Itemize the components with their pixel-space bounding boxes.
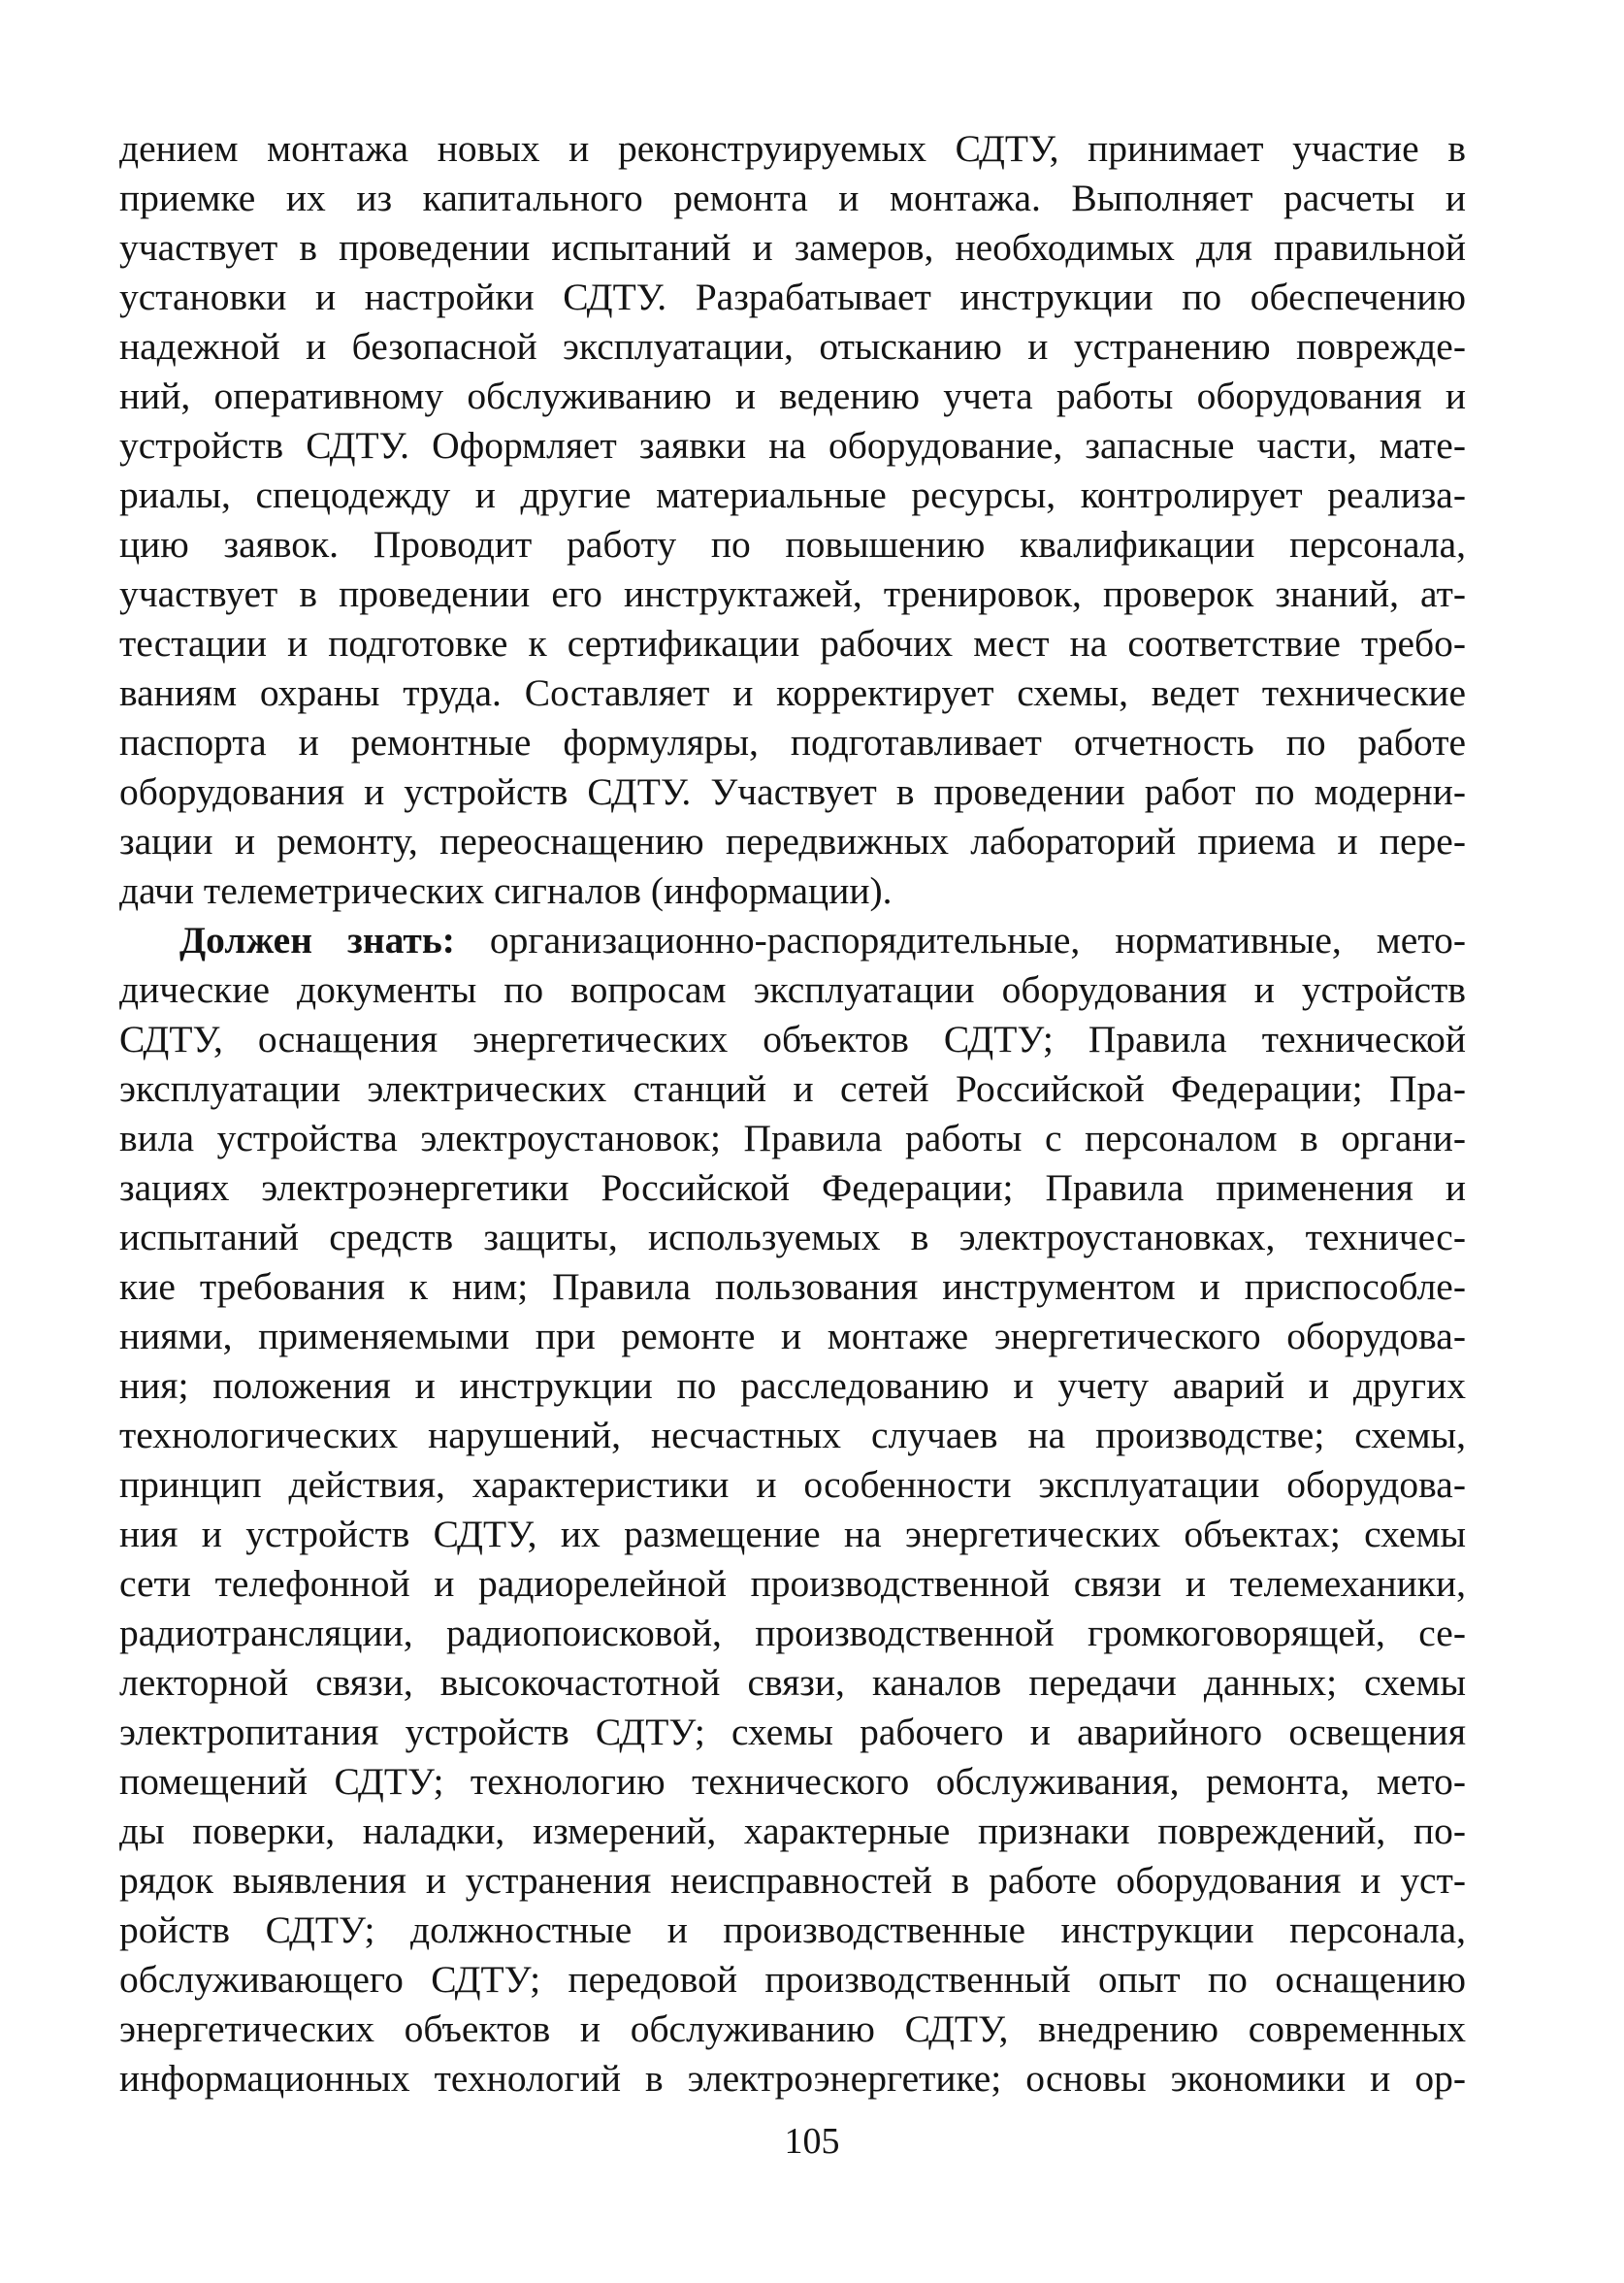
text-line: надежной и безопасной эксплуатации, отысканию и устранению поврежде- (119, 325, 1466, 368)
text-line: ний, оперативному обслуживанию и ведению учета работы оборудования и (119, 375, 1466, 417)
text-line: лекторной связи, высокочастотной связи, каналов передачи данных; схемы (119, 1661, 1466, 1704)
text-line: информационных технологий в электроэнергетике; основы экономики и ор- (119, 2057, 1466, 2100)
text-line: ния и устройств СДТУ, их размещение на энергетических объектах; схемы (119, 1513, 1466, 1555)
text-line: приемке их из капитального ремонта и монтажа. Выполняет расчеты и (119, 177, 1466, 219)
body-text (119, 124, 1466, 2104)
text-line: участвует в проведении испытаний и замеров, необходимых для правильной (119, 226, 1466, 269)
text-line: помещений СДТУ; технологию технического обслуживания, ремонта, мето- (119, 1760, 1466, 1803)
text-line: ды поверки, наладки, измерений, характерные признаки повреждений, по- (119, 1810, 1466, 1852)
text-line: технологических нарушений, несчастных случаев на производстве; схемы, (119, 1414, 1466, 1456)
text-line: сети телефонной и радиорелейной производственной связи и телемеханики, (119, 1562, 1466, 1605)
text-line: ния; положения и инструкции по расследованию и учету аварий и других (119, 1364, 1466, 1407)
paragraph-duties (119, 124, 1466, 916)
text-line: тестации и подготовке к сертификации рабочих мест на соответствие требо- (119, 622, 1466, 665)
text-line: испытаний средств защиты, используемых в электроустановках, техничес- (119, 1216, 1466, 1258)
text-line: дачи телеметрических сигналов (информации). (119, 869, 893, 912)
text-line: зациях электроэнергетики Российской Федерации; Правила применения и (119, 1166, 1466, 1209)
text-line (119, 916, 1466, 965)
page-number: 105 (784, 2121, 840, 2162)
text-line: паспорта и ремонтные формуляры, подготавливает отчетность по работе (119, 721, 1466, 764)
section-heading: Должен знать: (179, 919, 455, 962)
text-line: кие требования к ним; Правила пользования инструментом и приспособле- (119, 1265, 1466, 1308)
text-line: ройств СДТУ; должностные и производственные инструкции персонала, (119, 1908, 1466, 1951)
text-line: устройств СДТУ. Оформляет заявки на оборудование, запасные части, мате- (119, 424, 1466, 467)
text-line: электропитания устройств СДТУ; схемы рабочего и аварийного освещения (119, 1711, 1466, 1753)
text-line: риалы, спецодежду и другие материальные ресурсы, контролирует реализа- (119, 473, 1466, 516)
text-line: ниями, применяемыми при ремонте и монтаже энергетического оборудова- (119, 1315, 1466, 1357)
text-line: принцип действия, характеристики и особенности эксплуатации оборудова- (119, 1463, 1466, 1506)
text-line: ваниям охраны труда. Составляет и корректирует схемы, ведет технические (119, 671, 1466, 714)
text-line: дением монтажа новых и реконструируемых СДТУ, принимает участие в (119, 127, 1466, 170)
text-line: СДТУ, оснащения энергетических объектов СДТУ; Правила технической (119, 1018, 1466, 1060)
text-line: участвует в проведении его инструктажей, тренировок, проверок знаний, ат- (119, 572, 1466, 615)
text-line: дические документы по вопросам эксплуатации оборудования и устройств (119, 968, 1466, 1011)
text-line: оборудования и устройств СДТУ. Участвует в проведении работ по модерни- (119, 770, 1466, 813)
text-line: обслуживающего СДТУ; передовой производственный опыт по оснащению (119, 1958, 1466, 2001)
text-line: эксплуатации электрических станций и сетей Российской Федерации; Пра- (119, 1067, 1466, 1110)
text-line: зации и ремонту, переоснащению передвижных лабораторий приема и пере- (119, 820, 1466, 863)
text-line-rest: организационно-распорядительные, нормативные, мето- (454, 919, 1466, 962)
text-line: установки и настройки СДТУ. Разрабатывает инструкции по обеспечению (119, 276, 1466, 318)
text-line: рядок выявления и устранения неисправностей в работе оборудования и уст- (119, 1859, 1466, 1902)
text-line: вила устройства электроустановок; Правила работы с персоналом в органи- (119, 1117, 1466, 1159)
text-line: энергетических объектов и обслуживанию СДТУ, внедрению современных (119, 2007, 1466, 2050)
text-line: радиотрансляции, радиопоисковой, производственной громкоговорящей, се- (119, 1612, 1466, 1654)
paragraph-knowledge (119, 916, 1466, 2104)
text-line: цию заявок. Проводит работу по повышению квалификации персонала, (119, 523, 1466, 566)
